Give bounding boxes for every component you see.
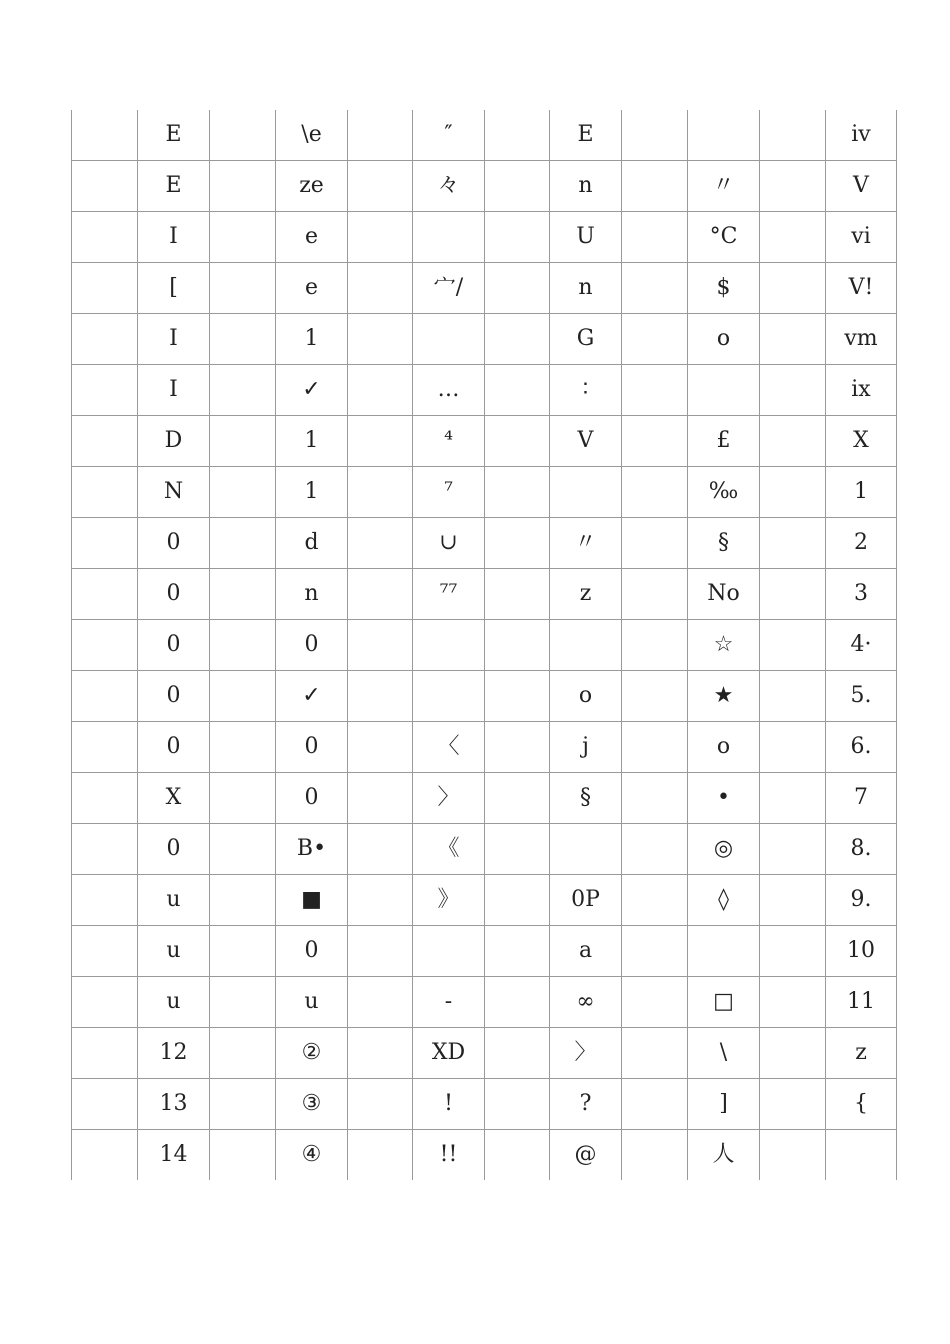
table-symbol-cell bbox=[550, 620, 622, 671]
table-symbol-cell: 12 bbox=[138, 1028, 210, 1079]
table-spacer-cell bbox=[348, 671, 413, 722]
table-spacer-cell bbox=[210, 926, 276, 977]
table-symbol-cell bbox=[413, 620, 485, 671]
table-spacer-cell bbox=[485, 722, 550, 773]
table-symbol-cell: X bbox=[826, 416, 897, 467]
table-spacer-cell bbox=[760, 875, 826, 926]
table-spacer-cell bbox=[210, 161, 276, 212]
table-spacer-cell bbox=[348, 263, 413, 314]
table-spacer-cell bbox=[485, 314, 550, 365]
table-spacer-cell bbox=[348, 314, 413, 365]
table-body bbox=[72, 110, 897, 1180]
table-symbol-cell: a bbox=[550, 926, 622, 977]
table-symbol-cell: 2 bbox=[826, 518, 897, 569]
table-spacer-cell bbox=[622, 722, 688, 773]
table-spacer-cell bbox=[485, 1028, 550, 1079]
table-row bbox=[72, 212, 897, 263]
table-spacer-cell bbox=[622, 416, 688, 467]
table-symbol-cell: 《 bbox=[413, 824, 485, 875]
table-symbol-cell: 0 bbox=[138, 569, 210, 620]
table-symbol-cell: ③ bbox=[276, 1079, 348, 1130]
table-spacer-cell bbox=[210, 1079, 276, 1130]
table-spacer-cell bbox=[348, 722, 413, 773]
table-symbol-cell: ze bbox=[276, 161, 348, 212]
table-spacer-cell bbox=[622, 773, 688, 824]
table-symbol-cell: 0 bbox=[138, 824, 210, 875]
table-symbol-cell: ″ bbox=[413, 110, 485, 161]
table-symbol-cell: ! bbox=[413, 1079, 485, 1130]
table-lead-cell bbox=[72, 518, 138, 569]
table-symbol-cell bbox=[413, 314, 485, 365]
table-symbol-cell: j bbox=[550, 722, 622, 773]
table-symbol-cell: E bbox=[138, 161, 210, 212]
table-symbol-cell: 〉 bbox=[413, 773, 485, 824]
table-symbol-cell: ‰ bbox=[688, 467, 760, 518]
table-row bbox=[72, 365, 897, 416]
table-spacer-cell bbox=[210, 875, 276, 926]
table-spacer-cell bbox=[210, 569, 276, 620]
table-spacer-cell bbox=[760, 467, 826, 518]
table-spacer-cell bbox=[760, 314, 826, 365]
table-symbol-cell: £ bbox=[688, 416, 760, 467]
table-spacer-cell bbox=[210, 263, 276, 314]
table-spacer-cell bbox=[348, 569, 413, 620]
table-symbol-cell: ? bbox=[550, 1079, 622, 1130]
table-spacer-cell bbox=[210, 671, 276, 722]
table-symbol-cell: E bbox=[138, 110, 210, 161]
table-spacer-cell bbox=[485, 467, 550, 518]
table-spacer-cell bbox=[622, 518, 688, 569]
table-spacer-cell bbox=[485, 518, 550, 569]
table-spacer-cell bbox=[622, 977, 688, 1028]
table-symbol-cell: V! bbox=[826, 263, 897, 314]
table-lead-cell bbox=[72, 110, 138, 161]
table-spacer-cell bbox=[760, 773, 826, 824]
table-spacer-cell bbox=[210, 110, 276, 161]
table-spacer-cell bbox=[348, 110, 413, 161]
table-symbol-cell: G bbox=[550, 314, 622, 365]
table-symbol-cell: 7 bbox=[826, 773, 897, 824]
table-symbol-cell: ix bbox=[826, 365, 897, 416]
character-table bbox=[71, 110, 897, 1180]
table-symbol-cell bbox=[688, 365, 760, 416]
table-spacer-cell bbox=[210, 620, 276, 671]
table-lead-cell bbox=[72, 365, 138, 416]
table-spacer-cell bbox=[210, 977, 276, 1028]
table-symbol-cell: ∶ bbox=[550, 365, 622, 416]
table-symbol-cell: I bbox=[138, 365, 210, 416]
table-lead-cell bbox=[72, 926, 138, 977]
table-spacer-cell bbox=[210, 212, 276, 263]
table-spacer-cell bbox=[348, 416, 413, 467]
table-symbol-cell: u bbox=[138, 977, 210, 1028]
table-spacer-cell bbox=[485, 671, 550, 722]
table-row bbox=[72, 518, 897, 569]
table-symbol-cell: u bbox=[276, 977, 348, 1028]
table-symbol-cell: 〃 bbox=[550, 518, 622, 569]
table-row bbox=[72, 161, 897, 212]
table-spacer-cell bbox=[210, 1130, 276, 1181]
table-symbol-cell: $ bbox=[688, 263, 760, 314]
table-symbol-cell: 10 bbox=[826, 926, 897, 977]
table-symbol-cell: 1 bbox=[276, 416, 348, 467]
table-row bbox=[72, 416, 897, 467]
table-spacer-cell bbox=[210, 1028, 276, 1079]
table-spacer-cell bbox=[622, 467, 688, 518]
table-spacer-cell bbox=[210, 773, 276, 824]
table-spacer-cell bbox=[485, 212, 550, 263]
table-symbol-cell: V bbox=[550, 416, 622, 467]
table-spacer-cell bbox=[622, 212, 688, 263]
table-spacer-cell bbox=[348, 1130, 413, 1181]
table-row bbox=[72, 977, 897, 1028]
table-spacer-cell bbox=[622, 569, 688, 620]
table-row bbox=[72, 569, 897, 620]
table-spacer-cell bbox=[760, 365, 826, 416]
table-spacer-cell bbox=[622, 926, 688, 977]
table-symbol-cell: ② bbox=[276, 1028, 348, 1079]
table-lead-cell bbox=[72, 722, 138, 773]
table-spacer-cell bbox=[485, 1079, 550, 1130]
table-symbol-cell: o bbox=[688, 722, 760, 773]
table-lead-cell bbox=[72, 875, 138, 926]
table-spacer-cell bbox=[485, 365, 550, 416]
table-symbol-cell: \ bbox=[688, 1028, 760, 1079]
table-spacer-cell bbox=[210, 314, 276, 365]
table-spacer-cell bbox=[485, 875, 550, 926]
table-symbol-cell: 11 bbox=[826, 977, 897, 1028]
table-symbol-cell: ◊ bbox=[688, 875, 760, 926]
table-symbol-cell: V bbox=[826, 161, 897, 212]
table-row bbox=[72, 467, 897, 518]
table-spacer-cell bbox=[760, 569, 826, 620]
table-spacer-cell bbox=[210, 467, 276, 518]
table-row bbox=[72, 875, 897, 926]
table-symbol-cell: □ bbox=[688, 977, 760, 1028]
table-symbol-cell: iv bbox=[826, 110, 897, 161]
table-symbol-cell: § bbox=[688, 518, 760, 569]
table-lead-cell bbox=[72, 773, 138, 824]
table-spacer-cell bbox=[485, 263, 550, 314]
table-symbol-cell: N bbox=[138, 467, 210, 518]
table-symbol-cell: U bbox=[550, 212, 622, 263]
table-symbol-cell: vm bbox=[826, 314, 897, 365]
table-symbol-cell: ⁷ bbox=[413, 467, 485, 518]
table-spacer-cell bbox=[622, 1028, 688, 1079]
table-symbol-cell: 14 bbox=[138, 1130, 210, 1181]
table-lead-cell bbox=[72, 416, 138, 467]
table-symbol-cell: 6. bbox=[826, 722, 897, 773]
table-spacer-cell bbox=[622, 263, 688, 314]
table-symbol-cell: 9. bbox=[826, 875, 897, 926]
table-symbol-cell: 0 bbox=[138, 722, 210, 773]
table-spacer-cell bbox=[210, 722, 276, 773]
table-symbol-cell: 0 bbox=[138, 620, 210, 671]
table-symbol-cell: ⁷⁷ bbox=[413, 569, 485, 620]
table-spacer-cell bbox=[622, 620, 688, 671]
table-spacer-cell bbox=[348, 824, 413, 875]
table-symbol-cell: 〃 bbox=[688, 161, 760, 212]
table-symbol-cell: 4· bbox=[826, 620, 897, 671]
table-symbol-cell: z bbox=[550, 569, 622, 620]
table-spacer-cell bbox=[622, 671, 688, 722]
table-row bbox=[72, 926, 897, 977]
table-spacer-cell bbox=[760, 824, 826, 875]
table-spacer-cell bbox=[348, 518, 413, 569]
table-lead-cell bbox=[72, 824, 138, 875]
table-symbol-cell: { bbox=[826, 1079, 897, 1130]
table-lead-cell bbox=[72, 620, 138, 671]
table-symbol-cell: n bbox=[276, 569, 348, 620]
table-spacer-cell bbox=[210, 824, 276, 875]
table-row bbox=[72, 1028, 897, 1079]
table-symbol-cell: u bbox=[138, 926, 210, 977]
table-spacer-cell bbox=[348, 1028, 413, 1079]
table-row bbox=[72, 620, 897, 671]
table-symbol-cell: ∞ bbox=[550, 977, 622, 1028]
table-spacer-cell bbox=[348, 926, 413, 977]
table-symbol-cell: D bbox=[138, 416, 210, 467]
table-symbol-cell: n bbox=[550, 263, 622, 314]
table-spacer-cell bbox=[348, 365, 413, 416]
table-symbol-cell: 0 bbox=[276, 773, 348, 824]
table-spacer-cell bbox=[485, 977, 550, 1028]
table-spacer-cell bbox=[760, 926, 826, 977]
table-spacer-cell bbox=[348, 1079, 413, 1130]
table-symbol-cell: No bbox=[688, 569, 760, 620]
table-spacer-cell bbox=[760, 1130, 826, 1181]
table-spacer-cell bbox=[348, 773, 413, 824]
table-lead-cell bbox=[72, 1130, 138, 1181]
table-symbol-cell: ◎ bbox=[688, 824, 760, 875]
table-symbol-cell: 〈 bbox=[413, 722, 485, 773]
table-spacer-cell bbox=[760, 977, 826, 1028]
table-symbol-cell bbox=[550, 467, 622, 518]
table-lead-cell bbox=[72, 161, 138, 212]
table-symbol-cell: u bbox=[138, 875, 210, 926]
table-symbol-cell: vi bbox=[826, 212, 897, 263]
table-spacer-cell bbox=[485, 926, 550, 977]
table-row bbox=[72, 671, 897, 722]
table-symbol-cell: 人 bbox=[688, 1130, 760, 1181]
table-spacer-cell bbox=[760, 212, 826, 263]
table-spacer-cell bbox=[210, 518, 276, 569]
table-symbol-cell: 3 bbox=[826, 569, 897, 620]
table-symbol-cell: @ bbox=[550, 1130, 622, 1181]
table-symbol-cell bbox=[550, 824, 622, 875]
table-spacer-cell bbox=[348, 212, 413, 263]
table-spacer-cell bbox=[622, 824, 688, 875]
table-lead-cell bbox=[72, 212, 138, 263]
table-symbol-cell: 0 bbox=[276, 620, 348, 671]
table-symbol-cell bbox=[413, 671, 485, 722]
table-symbol-cell: ∪ bbox=[413, 518, 485, 569]
table-symbol-cell: n bbox=[550, 161, 622, 212]
table-symbol-cell: !! bbox=[413, 1130, 485, 1181]
table-symbol-cell: e bbox=[276, 212, 348, 263]
table-spacer-cell bbox=[485, 416, 550, 467]
table-symbol-cell: o bbox=[550, 671, 622, 722]
table-symbol-cell: \e bbox=[276, 110, 348, 161]
table-symbol-cell bbox=[688, 926, 760, 977]
table-symbol-cell: z bbox=[826, 1028, 897, 1079]
table-symbol-cell: 5. bbox=[826, 671, 897, 722]
table-spacer-cell bbox=[760, 671, 826, 722]
table-spacer-cell bbox=[348, 467, 413, 518]
table-row bbox=[72, 773, 897, 824]
table-row bbox=[72, 824, 897, 875]
table-symbol-cell: ■ bbox=[276, 875, 348, 926]
table-symbol-cell: 0 bbox=[276, 926, 348, 977]
table-symbol-cell: 8. bbox=[826, 824, 897, 875]
table-symbol-cell: - bbox=[413, 977, 485, 1028]
table-row bbox=[72, 263, 897, 314]
table-spacer-cell bbox=[485, 569, 550, 620]
table-spacer-cell bbox=[622, 1130, 688, 1181]
table-symbol-cell: ] bbox=[688, 1079, 760, 1130]
table-symbol-cell: 0 bbox=[138, 671, 210, 722]
table-symbol-cell: 13 bbox=[138, 1079, 210, 1130]
table-lead-cell bbox=[72, 263, 138, 314]
table-symbol-cell: • bbox=[688, 773, 760, 824]
table-symbol-cell: § bbox=[550, 773, 622, 824]
table-lead-cell bbox=[72, 314, 138, 365]
table-spacer-cell bbox=[348, 620, 413, 671]
table-lead-cell bbox=[72, 467, 138, 518]
table-symbol-cell: ★ bbox=[688, 671, 760, 722]
table-spacer-cell bbox=[210, 365, 276, 416]
table-symbol-cell: B• bbox=[276, 824, 348, 875]
table-symbol-cell: 宀/ bbox=[413, 263, 485, 314]
table-row bbox=[72, 1130, 897, 1181]
table-symbol-cell: ⁴ bbox=[413, 416, 485, 467]
table-symbol-cell bbox=[413, 926, 485, 977]
table-lead-cell bbox=[72, 671, 138, 722]
table-symbol-cell bbox=[413, 212, 485, 263]
table-lead-cell bbox=[72, 977, 138, 1028]
table-symbol-cell: 1 bbox=[826, 467, 897, 518]
table-spacer-cell bbox=[760, 620, 826, 671]
table-spacer-cell bbox=[760, 416, 826, 467]
table-spacer-cell bbox=[622, 1079, 688, 1130]
table-spacer-cell bbox=[760, 1079, 826, 1130]
table-symbol-cell: ✓ bbox=[276, 365, 348, 416]
table-spacer-cell bbox=[760, 722, 826, 773]
table-spacer-cell bbox=[210, 416, 276, 467]
table-symbol-cell: 々 bbox=[413, 161, 485, 212]
table-lead-cell bbox=[72, 1028, 138, 1079]
table-lead-cell bbox=[72, 1079, 138, 1130]
table-spacer-cell bbox=[760, 263, 826, 314]
table-symbol-cell: 0 bbox=[276, 722, 348, 773]
table-lead-cell bbox=[72, 569, 138, 620]
table-symbol-cell: 〉 bbox=[550, 1028, 622, 1079]
table-spacer-cell bbox=[622, 875, 688, 926]
table-spacer-cell bbox=[760, 1028, 826, 1079]
table-symbol-cell: ④ bbox=[276, 1130, 348, 1181]
table-symbol-cell: XD bbox=[413, 1028, 485, 1079]
table-symbol-cell: 1 bbox=[276, 467, 348, 518]
table-symbol-cell: o bbox=[688, 314, 760, 365]
table-symbol-cell: 1 bbox=[276, 314, 348, 365]
table-symbol-cell: ☆ bbox=[688, 620, 760, 671]
table-spacer-cell bbox=[485, 773, 550, 824]
table-spacer-cell bbox=[622, 314, 688, 365]
table-symbol-cell: 0 bbox=[138, 518, 210, 569]
table-symbol-cell: e bbox=[276, 263, 348, 314]
table-row bbox=[72, 722, 897, 773]
table-symbol-cell: E bbox=[550, 110, 622, 161]
table-symbol-cell: … bbox=[413, 365, 485, 416]
table-symbol-cell: ✓ bbox=[276, 671, 348, 722]
table-symbol-cell: [ bbox=[138, 263, 210, 314]
table-spacer-cell bbox=[485, 110, 550, 161]
table-spacer-cell bbox=[760, 110, 826, 161]
table-spacer-cell bbox=[760, 518, 826, 569]
table-symbol-cell: X bbox=[138, 773, 210, 824]
table-symbol-cell bbox=[826, 1130, 897, 1181]
table-spacer-cell bbox=[622, 365, 688, 416]
table-spacer-cell bbox=[622, 110, 688, 161]
table-row bbox=[72, 1079, 897, 1130]
table-row bbox=[72, 110, 897, 161]
table-spacer-cell bbox=[348, 875, 413, 926]
table-row bbox=[72, 314, 897, 365]
table-spacer-cell bbox=[760, 161, 826, 212]
table-spacer-cell bbox=[485, 824, 550, 875]
table-spacer-cell bbox=[485, 161, 550, 212]
table-symbol-cell: I bbox=[138, 212, 210, 263]
table-spacer-cell bbox=[485, 1130, 550, 1181]
table-spacer-cell bbox=[485, 620, 550, 671]
table-spacer-cell bbox=[622, 161, 688, 212]
table-spacer-cell bbox=[348, 161, 413, 212]
table-spacer-cell bbox=[348, 977, 413, 1028]
table-symbol-cell: 0P bbox=[550, 875, 622, 926]
table-symbol-cell: I bbox=[138, 314, 210, 365]
table-symbol-cell: d bbox=[276, 518, 348, 569]
table-symbol-cell: 》 bbox=[413, 875, 485, 926]
table-symbol-cell: °C bbox=[688, 212, 760, 263]
table-symbol-cell bbox=[688, 110, 760, 161]
